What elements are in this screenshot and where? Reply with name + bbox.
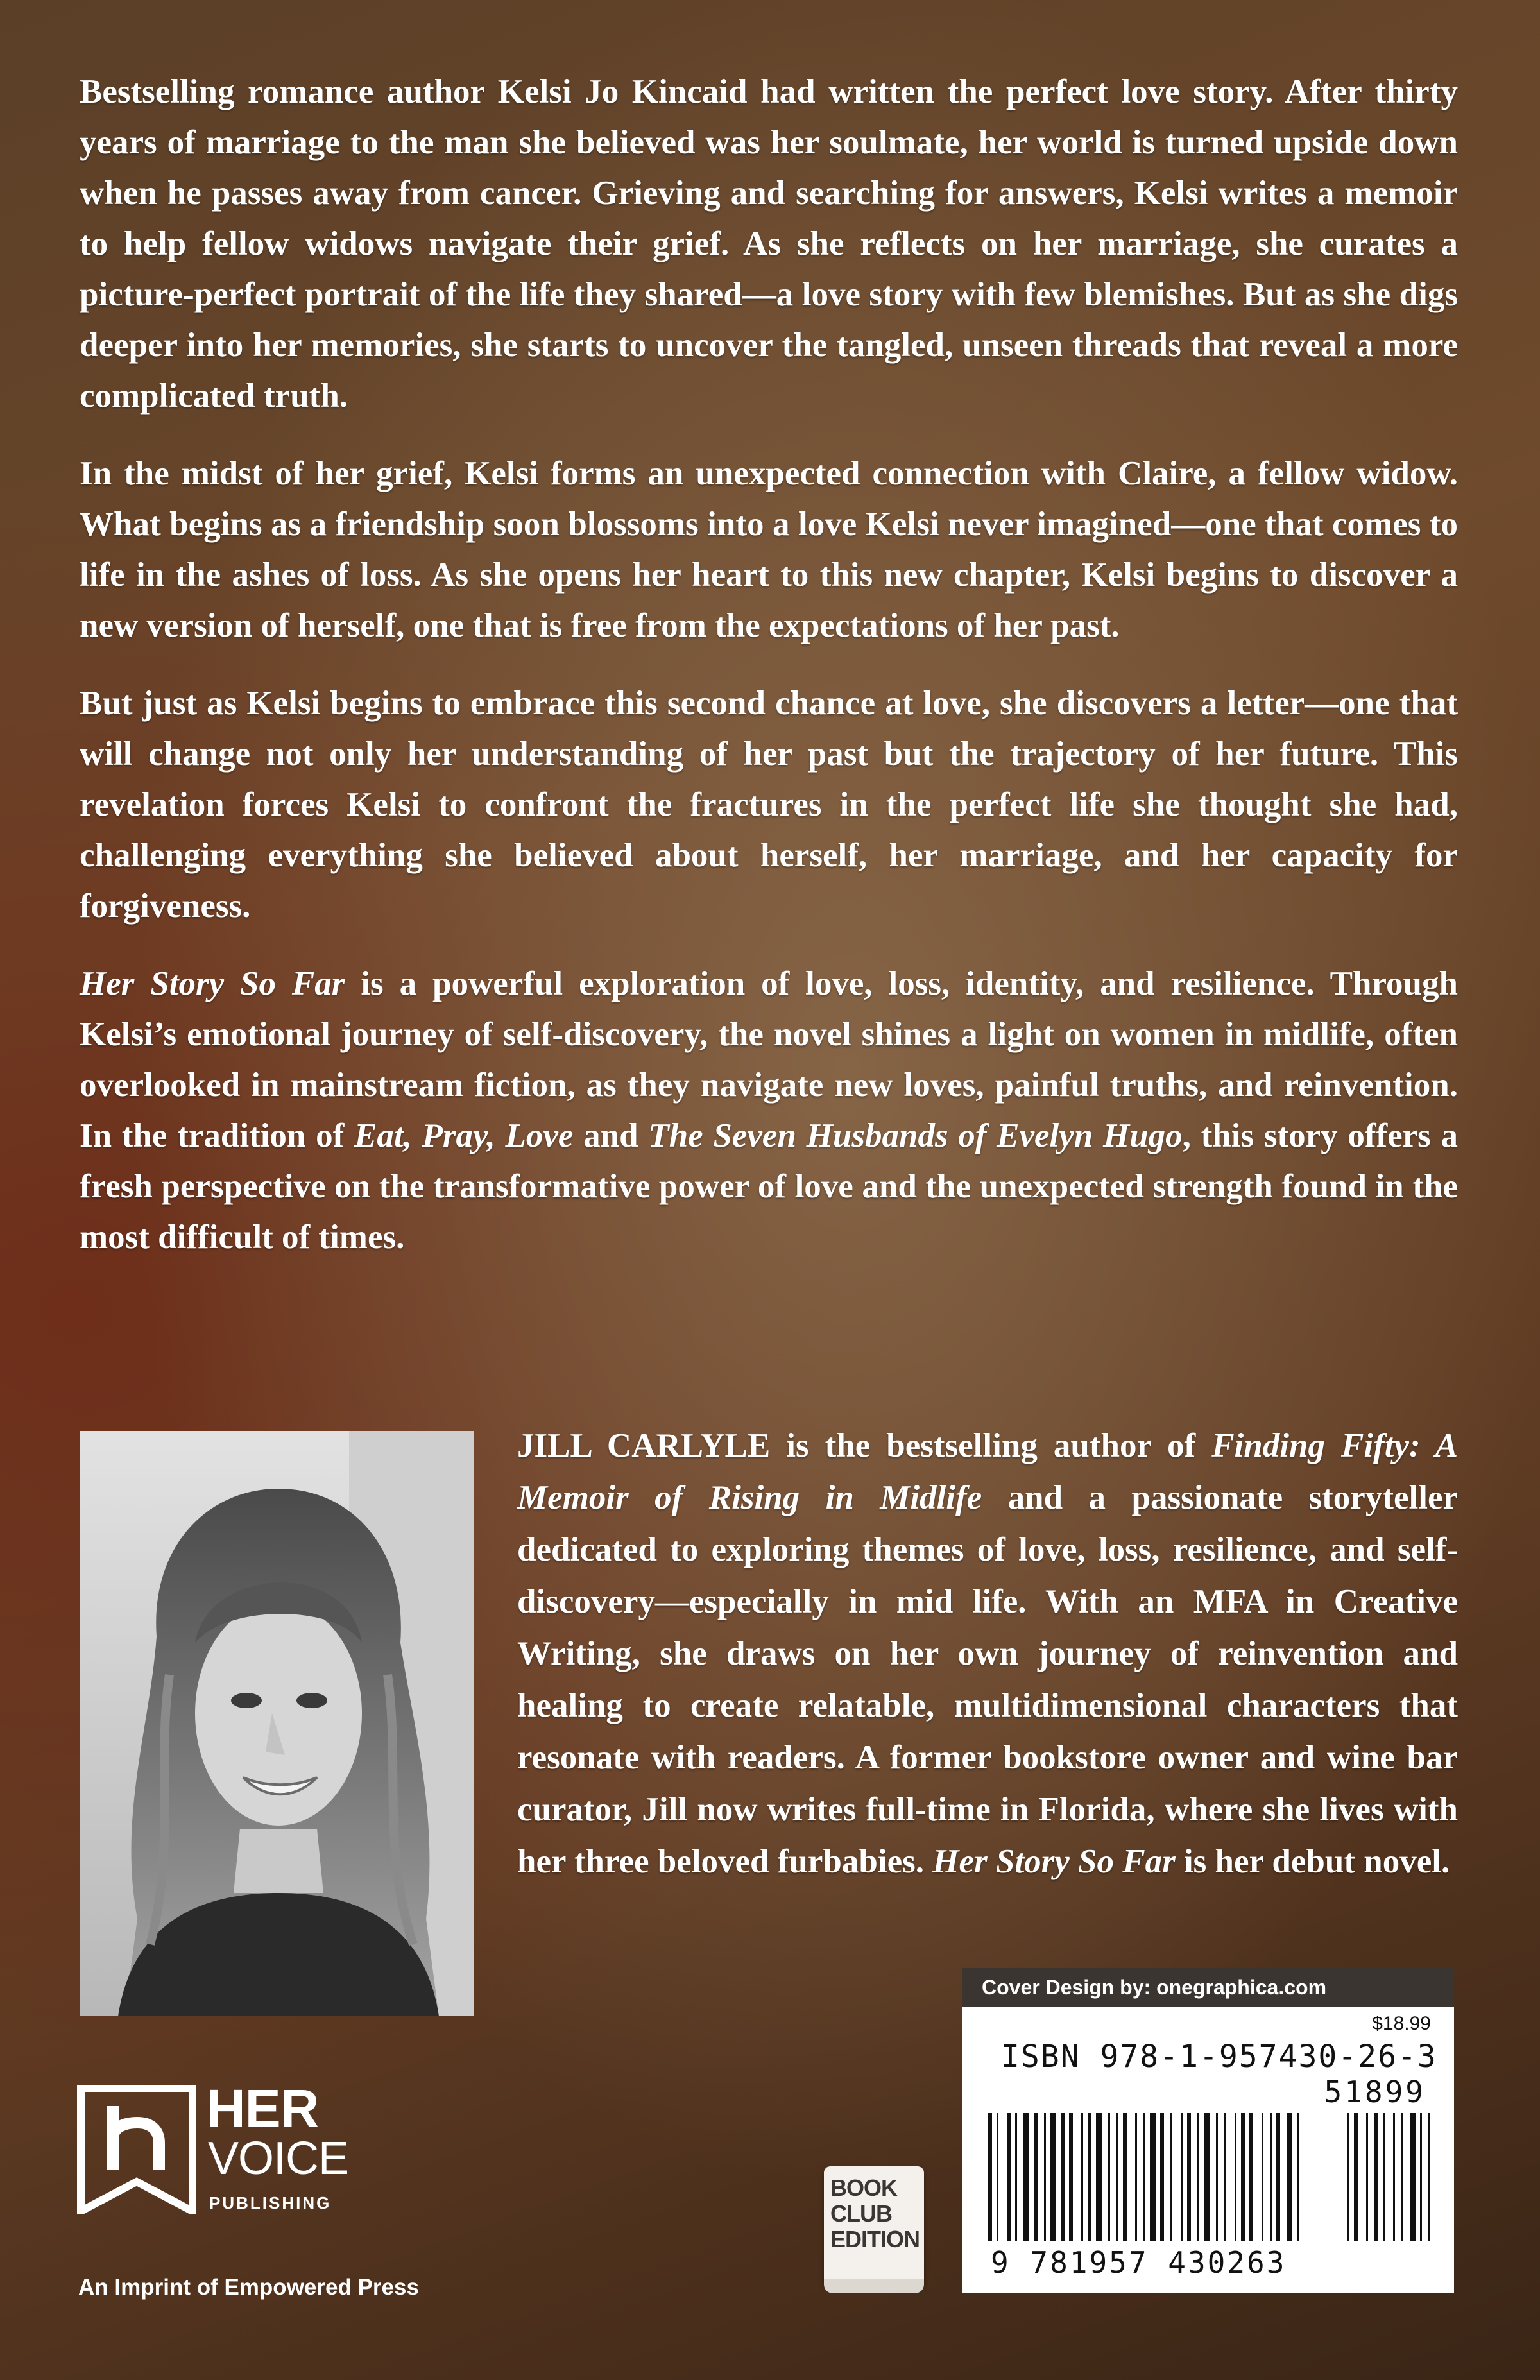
barcode-bar	[1023, 2113, 1029, 2241]
badge-line-club: CLUB	[830, 2200, 892, 2227]
addon-barcode-bar	[1420, 2113, 1422, 2241]
author-photo	[80, 1431, 474, 2016]
blurb-paragraph-4-text-b: , this story offers a fresh perspective on the transformative power of love and the unexpected strength found in the most difficult of times.	[80, 1117, 1458, 1256]
barcode-bar	[1287, 2113, 1292, 2241]
barcode-bar	[1235, 2113, 1236, 2241]
barcode-bar	[1224, 2113, 1226, 2241]
badge-line-edition: EDITION	[830, 2226, 920, 2252]
barcode-bar	[1160, 2113, 1164, 2241]
book-title-italic: Her Story So Far	[80, 965, 345, 1002]
barcode-bar	[1015, 2113, 1017, 2241]
price-addon-code: 51899	[1324, 2075, 1426, 2109]
blurb-paragraph-2: In the midst of her grief, Kelsi forms an unexpected connection with Claire, a fellow widow. What begins as a friendship soon blossoms into a love Kelsi never imagined—one that comes to life in the ashes of loss. As she opens her heart to this new chapter, Kelsi begins to discover a new version of herself, one that is free from the expectations of her past.	[80, 455, 1458, 644]
barcode-bar	[1270, 2113, 1272, 2241]
barcode-bar	[1262, 2113, 1263, 2241]
addon-barcode-bar	[1410, 2113, 1416, 2241]
barcode-bar	[988, 2113, 992, 2241]
barcode-bar	[1135, 2113, 1137, 2241]
imprint-line: An Imprint of Empowered Press	[78, 2275, 419, 2300]
author-portrait-image	[80, 1431, 474, 2016]
blurb-paragraph-4	[80, 959, 1458, 1263]
addon-barcode-bar	[1393, 2113, 1395, 2241]
author-bio-paragraph	[517, 1420, 1458, 1888]
addon-barcode-bar	[1348, 2113, 1349, 2241]
price-label: $18.99	[1372, 2013, 1431, 2034]
barcode-bar	[997, 2113, 998, 2241]
barcode-bar	[1143, 2113, 1145, 2241]
addon-barcode-bar	[1374, 2113, 1378, 2241]
barcode-bar	[1034, 2113, 1038, 2241]
blurb-paragraph-3: But just as Kelsi begins to embrace this second chance at love, she discovers a letter—one that will change not only her understanding of her past but the trajectory of her future. This revelation forces Kelsi to confront the fractures in the perfect life she thought she had, challenging everything she believed about herself, her marriage, and her capacity for forgiveness.	[80, 685, 1458, 925]
barcode-bar	[1197, 2113, 1199, 2241]
barcode-bar	[1061, 2113, 1065, 2241]
barcode-bar	[1069, 2113, 1073, 2241]
barcode-bar	[1108, 2113, 1110, 2241]
barcode-bar	[1204, 2113, 1210, 2241]
publisher-name-publishing: PUBLISHING	[209, 2193, 332, 2213]
publisher-name-her: HER	[207, 2078, 319, 2139]
addon-barcode-bar	[1428, 2113, 1430, 2241]
isbn-barcode	[963, 2007, 1454, 2293]
isbn-number: ISBN 978-1-957430-26-3	[1001, 2039, 1437, 2075]
barcode-bar	[1150, 2113, 1156, 2241]
back-cover-blurb	[80, 67, 1458, 1290]
author-bio-book-title: Her Story So Far	[932, 1843, 1176, 1880]
author-bio	[517, 1420, 1458, 1888]
barcode-bar	[1116, 2113, 1118, 2241]
author-bio-text-b: and a passionate storyteller dedicated to exploring themes of love, loss, resilience, and self-discovery—especially in mid life. With an MFA in Creative Writing, she draws on her own journey of reinvention and healing to create relatable, multidimensional characters that resonate with readers. A former bookstore owner and wine bar curator, Jill now writes full-time in Florida, where she lives with her three beloved furbabies.	[517, 1479, 1459, 1880]
addon-barcode-bar	[1383, 2113, 1385, 2241]
barcode-bar	[1050, 2113, 1056, 2241]
barcode-bar	[1123, 2113, 1127, 2241]
barcode-bar	[1081, 2113, 1083, 2241]
barcode-bar	[1216, 2113, 1218, 2241]
barcode-bar	[1241, 2113, 1245, 2241]
barcode-bar	[1096, 2113, 1102, 2241]
barcode-bar	[1276, 2113, 1280, 2241]
author-bio-text-c: is her debut novel.	[1175, 1843, 1450, 1880]
comparison-title-1: Eat, Pray, Love	[354, 1117, 574, 1154]
author-bio-text-a: JILL CARLYLE is the bestselling author of	[517, 1427, 1212, 1464]
barcode-bar	[1044, 2113, 1046, 2241]
barcode-bar	[1007, 2113, 1011, 2241]
barcode-bar	[1249, 2113, 1253, 2241]
blurb-paragraph-4-text-a: is a powerful exploration of love, loss, identity, and resilience. Through Kelsi’s emotional journey of self-discovery, the novel shines a light on women in midlife, often overlooked in mainstream fiction, as they navigate new loves, painful truths, and reinvention. In the tradition of	[80, 965, 1458, 1154]
badge-line-book: BOOK	[830, 2175, 897, 2201]
author-previous-book: Finding Fifty: A Memoir of Rising in Midlife	[517, 1427, 1458, 1516]
addon-barcode-bar	[1354, 2113, 1358, 2241]
bookmark-h-icon	[76, 2085, 198, 2214]
cover-design-credit: Cover Design by: onegraphica.com	[963, 1968, 1454, 2007]
blurb-paragraph-1: Bestselling romance author Kelsi Jo Kincaid had written the perfect love story. After thirty years of marriage to the man she believed was her soulmate, her world is turned upside down when he passes away from cancer. Grieving and searching for answers, Kelsi writes a memoir to help fellow widows navigate their grief. As she reflects on her marriage, she curates a picture-perfect portrait of the life they shared—a love story with few blemishes. But as she digs deeper into her memories, she starts to uncover the tangled, unseen threads that reveal a more complicated truth.	[80, 73, 1458, 415]
comparison-title-2: The Seven Husbands of Evelyn Hugo	[648, 1117, 1183, 1154]
barcode-bar	[1088, 2113, 1091, 2241]
blurb-paragraph-4-and: and	[573, 1117, 649, 1154]
barcode-bar	[1181, 2113, 1183, 2241]
barcode-bar	[1297, 2113, 1299, 2241]
barcode-bars	[988, 2113, 1437, 2241]
book-club-edition-badge	[820, 2161, 936, 2296]
addon-barcode-bar	[1401, 2113, 1403, 2241]
book-club-edition-text	[830, 2175, 920, 2252]
publisher-name-voice: VOICE	[208, 2133, 349, 2184]
publisher-logo	[76, 2078, 358, 2214]
ean-digits: 9 781957 430263	[991, 2245, 1287, 2280]
barcode-bar	[1187, 2113, 1191, 2241]
addon-barcode-bar	[1366, 2113, 1368, 2241]
barcode-bar	[1170, 2113, 1172, 2241]
